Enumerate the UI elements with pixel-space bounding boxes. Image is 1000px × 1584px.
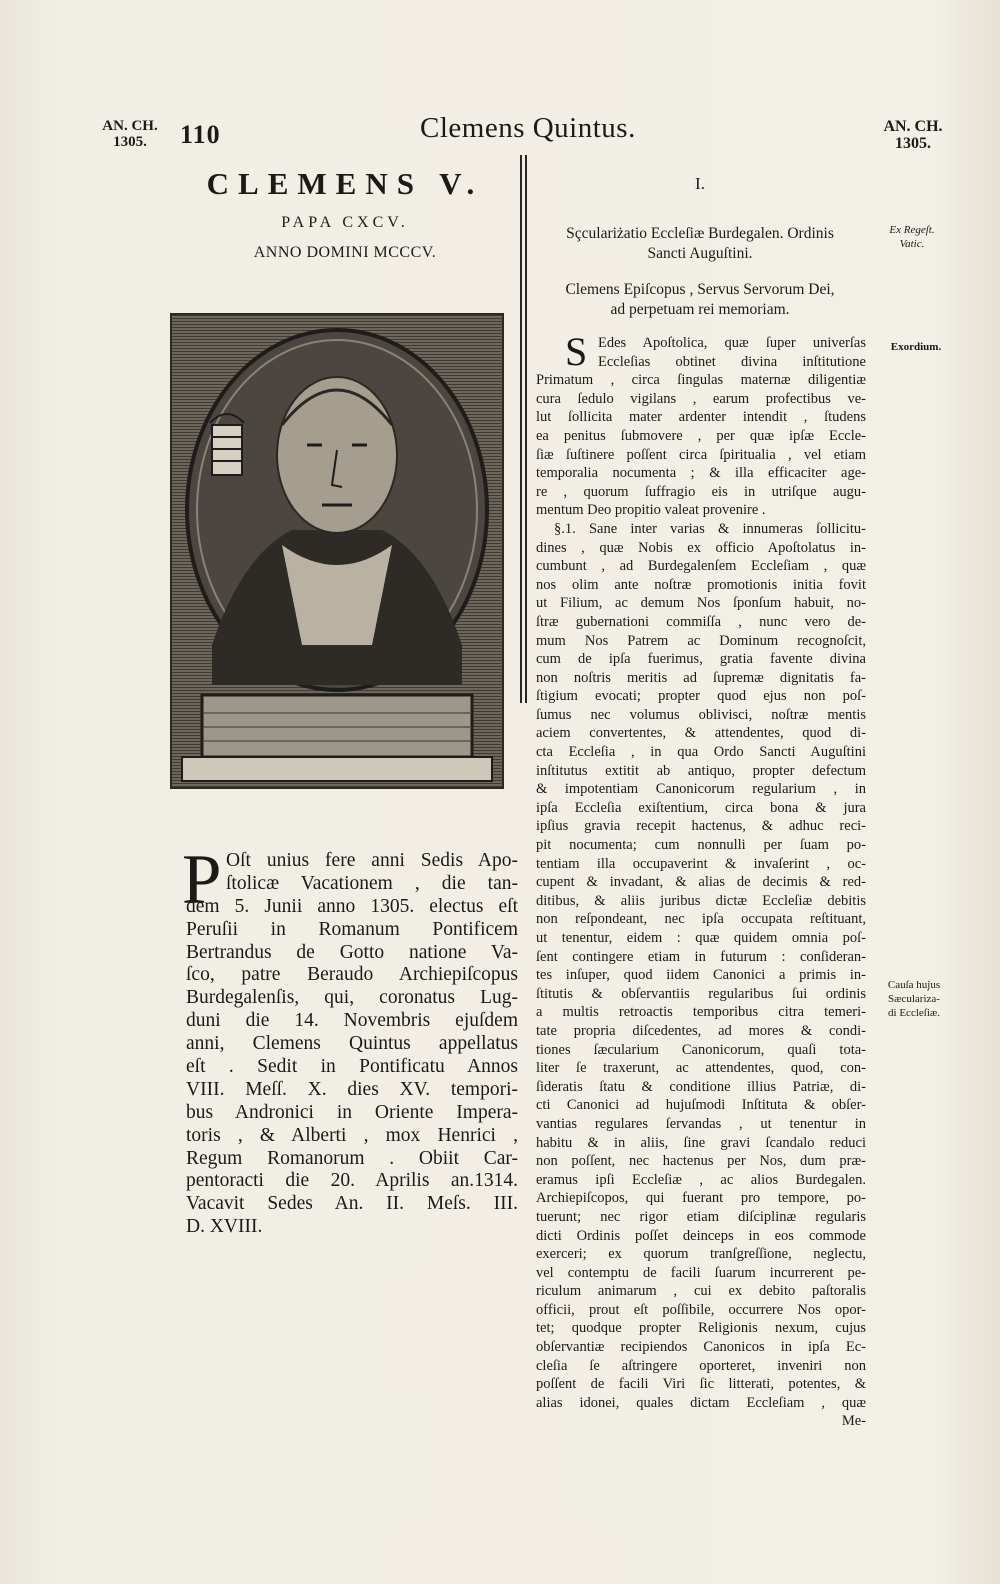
text-line: liter ſe traxerunt, ac attendentes, quod, con- (536, 1060, 866, 1077)
margin-note-ex-regest-line1: Ex Regeſt. (889, 224, 935, 236)
column-rule-left (520, 155, 522, 703)
text-line: cleſia ſe aſtringere oporteret, inveniri non (536, 1357, 866, 1374)
an-ch-right-year: 1305. (895, 135, 931, 152)
text-line: cum de ipſa fuerimus, gratia favente divina (536, 651, 866, 668)
bio-line: dem 5. Junii anno 1305. electus eſt (186, 895, 518, 917)
running-title: Clemens Quintus. (420, 112, 636, 144)
text-line: ut Filium, ac demum Nos ſponſum habuit, no- (536, 595, 866, 612)
text-line: mentum Deo propitio valeat provenire . (536, 502, 766, 519)
text-line: cta Eccleſia , in qua Ordo Sancti Auguſtini (536, 744, 866, 761)
text-line: dines , quæ Nobis ex officio Apoſtolatus in- (536, 539, 866, 556)
an-ch-right-label: AN. CH. (883, 118, 943, 135)
text-line: Eccleſias obtinet divina inſtitutione (598, 353, 866, 370)
text-line: Primatum , circa ſingulas maternæ diligentiæ (536, 372, 866, 389)
pope-name: CLEMENS V. (206, 166, 484, 201)
text-line: alias idonei, quales dictam Eccleſiam , quæ (536, 1394, 866, 1411)
text-line: ditibus, & aliis juribus dictæ Eccleſiæ debitis (536, 892, 866, 909)
text-line: inſtitutus extitit ab antiquo, propter defectum (536, 762, 866, 779)
bio-line: D. XVIII. (186, 1216, 263, 1238)
portrait-engraving (170, 313, 504, 789)
bio-line: Bertrandus de Gotto natione Va- (186, 941, 518, 963)
text-line: ipſa Eccleſia exiſtentium, circa bona & jura (536, 799, 866, 816)
portrait-svg (172, 315, 502, 787)
text-line: dicti Ordinis poſſet deinceps in eos commode (536, 1227, 866, 1244)
page-number: 110 (180, 120, 221, 149)
section-number: I. (695, 174, 705, 193)
text-line: obſervantiæ recipiendos Canonicos in ipſa Ec- (536, 1339, 866, 1356)
margin-note-ex-regest-line2: Vatic. (899, 238, 925, 250)
text-line: pit nocumenta; cum nonnulli per ſuam po- (536, 837, 866, 854)
column-rule-right (525, 155, 527, 703)
text-line: tuerunt; nec rigor etiam diſciplinæ regularis (536, 1208, 866, 1225)
text-line: poſſent de facili Viri ſic litterati, potentes, & (536, 1376, 866, 1393)
text-line: ſtigium evocati; propter quod ejus non poſ- (536, 688, 866, 705)
papa-line: PAPA CXCV. (281, 214, 409, 231)
bio-line: Vacavit Sedes An. II. Meſs. III. (186, 1193, 518, 1215)
text-line: lut ſollicita mater ardenter intendit , ſtudens (536, 409, 866, 426)
text-line: ſtitutis & obſervantiis regularibus ſui ordinis (536, 985, 866, 1002)
text-line: non noſtris meritis ad ſupremæ dignitatis fa- (536, 669, 866, 686)
text-line: tentiam illa occupaverint & invaſerint , oc- (536, 855, 866, 872)
bio-line: Oſt unius fere anni Sedis Apo- (226, 850, 518, 871)
bio-line: duni die 14. Novembris ejuſdem (186, 1010, 518, 1032)
text-line: officii, prout eſt poſſibile, occurrere Nos opor- (536, 1301, 866, 1318)
text-line: tes inſuper, quod iidem Canonici a primis in- (536, 967, 866, 984)
text-line: ſtræ gubernationi commiſſa , nunc vero de- (536, 613, 866, 630)
text-line: ſent contingere etiam in futurum : conſideran- (536, 948, 866, 965)
document-title-line2: Sancti Auguſtini. (647, 245, 753, 262)
margin-note-ex-regest (872, 223, 952, 251)
bio-line: ſco, patre Beraudo Archiepiſcopus (186, 964, 518, 986)
bio-line: VIII. Meſſ. X. dies XV. tempori- (186, 1078, 518, 1100)
bio-line: eſt . Sedit in Pontificatu Annos (186, 1056, 518, 1078)
text-line: riculum animarum , cui ex debito paſtoralis (536, 1283, 866, 1300)
margin-note-causa-line3: di Eccleſiæ. (888, 1007, 940, 1019)
text-line: tiones ſæcularium Canonicorum, quaſi tota- (536, 1041, 866, 1058)
text-line: ſiæ ſuſtinere poſſent circa ſpiritualia , vel etiam (536, 446, 866, 463)
text-line: temporalia nocumenta ; & illa efficaciter age- (536, 465, 866, 482)
text-line: & impotentiam Canonicorum regularium , in (536, 781, 866, 798)
text-line: cura ſedulo vigilans , earum profectibus ve- (536, 390, 866, 407)
anno-line: ANNO DOMINI MCCCV. (253, 244, 437, 261)
text-line: aciem convertentes, & attendentes, quod di- (536, 725, 866, 742)
catchword: Me- (841, 1413, 866, 1430)
text-line: eramus ipſi Eccleſiæ , ac alios Burdegalen. (536, 1171, 866, 1188)
salutation (535, 280, 865, 320)
bio-paragraph (186, 850, 518, 1239)
bio-line: Burdegalenſis, qui, coronatus Lug- (186, 987, 518, 1009)
salutation-line1: Clemens Epiſcopus , Servus Servorum Dei, (565, 281, 835, 298)
margin-note-causa-line2: Sæculariza- (888, 993, 940, 1005)
an-ch-left (100, 118, 160, 150)
text-line: vantias regulares ſervandas , ut tenentur in (536, 1115, 866, 1132)
bull-text (536, 335, 866, 1432)
text-line: §.1. Sane inter varias & innumeras ſollicitu- (554, 520, 866, 537)
text-line: nos olim ante noſtræ promotionis initia fovit (536, 576, 866, 593)
document-title (535, 224, 865, 264)
text-line: tet; quodque propter Religionis nexum, cujus (536, 1320, 866, 1337)
margin-note-causa (872, 978, 956, 1020)
bio-line: anni, Clemens Quintus appellatus (186, 1033, 518, 1055)
text-line: ea penitus ſubmovere , per quæ ipſæ Eccle- (536, 427, 866, 444)
text-line: exerceri; ex quorum tranſgreſſione, neglectu, (536, 1246, 866, 1263)
an-ch-left-year: 1305. (113, 134, 147, 150)
body-drop-cap: S (565, 329, 588, 374)
salutation-line2: ad perpetuam rei memoriam. (610, 301, 790, 318)
text-line: cupent & invadant, & alias de decimis & red- (536, 874, 866, 891)
text-line: mum Nos Patrem ac Dominum recognoſcit, (536, 632, 866, 649)
bio-line: bus Andronici in Oriente Impera- (186, 1101, 518, 1123)
bio-line: toris , & Alberti , mox Henrici , (186, 1124, 518, 1146)
text-line: ſumus nec volumus oblivisci, noſtræ mentis (536, 706, 866, 723)
text-line: cumbunt , ad Burdegalenſem Eccleſiam , quæ (536, 558, 866, 575)
text-line: ipſius gravia recepit hactenus, & adhuc reci- (536, 818, 866, 835)
text-line: a multis retroactis temporibus citra temeri- (536, 1004, 866, 1021)
text-line: Edes Apoſtolica, quæ ſuper univerſas (598, 335, 866, 351)
bio-line: Peruſii in Romanum Pontificem (186, 918, 518, 940)
bio-line: Regum Romanorum . Obiit Car- (186, 1147, 518, 1169)
text-line: re , quorum ſuffragio eis in utriſque augu- (536, 483, 866, 500)
an-ch-left-label: AN. CH. (102, 118, 158, 134)
text-line: ſideratis ſtatu & conditione illius Patriæ, di- (536, 1078, 866, 1095)
margin-note-causa-line1: Cauſa hujus (887, 979, 941, 991)
document-title-line1: Sçculariżatio Eccleſiæ Burdegalen. Ordinis (566, 225, 834, 242)
text-line: Archiepiſcopos, qui fuerant pro tempore, po- (536, 1190, 866, 1207)
text-line: ut tenentur, eidem : quæ quidem omnia poſ- (536, 930, 866, 946)
bio-line: ſtolicæ Vacationem , die tan- (226, 872, 518, 894)
text-line: habitu & in aliis, ſine gravi ſcandalo reduci (536, 1134, 866, 1151)
text-line: vel contemptu de facili ſuarum incurrerent pe- (536, 1264, 866, 1281)
bio-line: pentoracti die 20. Aprilis an.1314. (186, 1170, 518, 1192)
bio-drop-cap: P (182, 841, 222, 919)
text-line: non poſſent, nec hactenus per Nos, dum præ- (536, 1153, 866, 1170)
text-line: tate propria diſcedentes, ad mores & condi- (536, 1022, 866, 1039)
an-ch-right (872, 118, 954, 152)
text-line: non reſpondeant, nec ipſa occupata reſtituant, (536, 911, 866, 928)
text-line: cti Canonici ad hujuſmodi Inſtituta & obſer- (536, 1097, 866, 1114)
margin-note-exordium: Exordium. (890, 341, 942, 353)
